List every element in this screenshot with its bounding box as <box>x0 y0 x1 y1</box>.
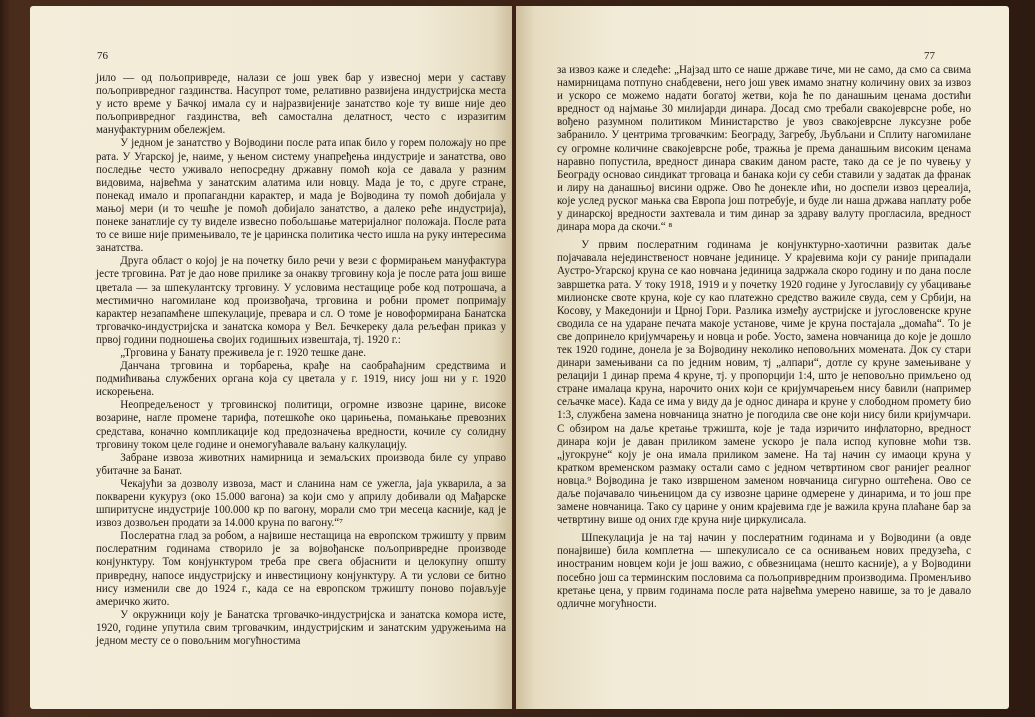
quote-paragraph: „Трговина у Банату преживела је г. 1920 тешке дане. <box>120 346 367 359</box>
paragraph: Шпекулација је на тај начин у послератним годинама и у Војводини (а овде понајвише) била комплетна — шпекулисало се са оснивањем нових предузећа, с иностраним новцем који је још важио, с обвезницама (нешто касније), а у Војводини посебно још са терминским пословима са пољопривредним производима. Променљиво кретање цена, у првим годинама после рата највећма умерено навише, за то је давало одличне могућности. <box>557 532 971 610</box>
paragraph: јило — од пољопривреде, налази се још увек бар у извесној мери у саставу пољопривредног газдинства. Насупрот томе, релативно развијена индустријска места у исто време у Бачкој имала су и најразвијеније занатство које ту више није део пољопривредног газдинства, већ самостална делатност, често с изразитим мануфактурним обележјем. <box>96 72 506 137</box>
quote-paragraph: Данчана трговина и торбарења, крађе на саобраћајним средствима и подмићивања службених органа која су цветала у г. 1919, нису још ни у г. 1920 искорењена. <box>96 360 506 399</box>
quote-paragraph: Неопредељеност у трговинској политици, огромне извозне царине, високе возарине, нагле промене тарифа, потешкоће око царињења, помањкање превозних средстава, коначно компликације код предозначења вредности, кочиле су солидну трговину током целе године и онемогућавале ваљану калкулацију. <box>96 399 506 451</box>
paragraph: за извоз каже и следеће: „Најзад што се наше државе тиче, ми не само, да смо са свима намирницама потпуно снабдевени, него још увек имамо знатну количину ових за извоз и ускоро се можемо надати богатој жетви, која ће по данашњим ценама достићи вредност од најмање 30 милијарди динара. Досад смо требали свакојеврсне робе, но вођено разумном политиком Министарство је увоз свакојеврсне луксузне робе забранило. У центрима трговачким: Београду, Загребу, Љубљани и Сплиту нагомилане су огромне количине свакојеврсне робе, тражња је према данашњим високим ценама наравно попустила, вредност динара сваким даном расте, тако да се је по чувењу у Београду основао синдикат трговаца и банака који су себи ставили у задатак да франак и лиру на данашњој висини одрже. Ово ће донекле ићи, но доспели извоз цереалија, које услед руског мањка сва Европа још потребује, и буде ли наша држава наплату робе у динарској вредности захтевала и тим динар за здраву валуту прогласила, вредност динара мора да скочи.“ ⁸ <box>557 64 971 234</box>
page-number-left: 76 <box>97 50 108 62</box>
right-page-text <box>557 64 971 611</box>
paragraph: У првим послератним годинама је конјунктурно-хаотични развитак даље појачавала нејединственост новчане јединице. У крајевима који су раније припадали Аустро-Угарској круна се као новчана јединица задржала скоро годину и по дана после завршетка рата. У току 1918, 1919 и у почетку 1920 године у Југославију су убацивање милионске своте круна, које су као платежно средство важиле свуда, сем у Србији, на Косову, у Македонији и Црној Гори. Разлика између аустријске и југословенске круне сводила се на ударане печата макоје установе, чиме је круна постајала „домаћа“. То је све допринело кријумчарењу и новца и робе. Уосто, замена новчаница до које је дошло тек 1920 године, донела је за Војводину неколико неповољних момената. Док су стари динари замењивани са по једним новим, тј „алпари“, дотле су круне замењиване у релацији 1 динар према 4 круне, тј. у пропорцији 1:4, што је неповољно примљено од стране ималаца круна, нарочито оних који се кријумчарењем нису бавили (например сељачке масе). Када се има у виду да је однос динара и круне у слободном промету био 1:3, службена замена новчаница знатно је погодила све оне који нису били кријумчари. С обзиром на даље кретање тржишта, које је тада изричито инфлаторно, вредност динара који је даван приликом замене ускоро је пала испод куповне моћи тзв. „југокруне“ коју је она имала приликом замене. На тај начин су имаоци круна у кратком временском размаку остали само с једном четвртином свог ранијег реалног новца.⁹ Војводина је тако извршеном заменом новчаница сигурно оштећена. Ово се даље појачавало чињеницом да су извозне царине одмерене у динарима, и то још пре замене новчаница. Тако су царине у оним крајевима где је важила круна плаћане бар за четвртину више од оних где круна није циркулисала. <box>557 239 971 527</box>
left-page-text <box>96 72 506 648</box>
paragraph: У окружници коју је Банатска трговачко-индустријска и занатска комора исте, 1920, године упутила свим трговачким, индустријским и занатским удружењима на једном месту се о повољним могућностима <box>96 608 506 648</box>
paragraph: Друга област о којој је на почетку било речи у вези с формирањем мануфактура јесте трговина. Рат је дао нове прилике за онакву трговину која је после рата још више цветала — за шпекулантску трговину. У условима нестащице робе код потрошача, а местимично нагомилане код произвођача, трговина и робни промет попримају карактер незапамћене шпекулације, превара и сл. О томе је новоформирана Банатска трговачко-индустријска и занатска комора у Вел. Бечкереку дала рељефан приказ у првој години подношења својих годишњих извештаја, тј. 1920 г.: <box>96 255 506 346</box>
right-page <box>516 6 1009 709</box>
paragraph: Послератна глад за робом, а највише нестащица на европском тржишту у првим послератним годинама створило је за војвођанске пољопривредне производе конјунктуру. Том конјунктуром треба пре свега објаснити и целокупну општу привредну, напосе индустријску и инвестициону конјунктуру. А ти услови се битно нису изменили све до 1924 г., када се на европском тржишту поново појављује америчко жито. <box>96 530 506 608</box>
paragraph: У једном је занатство у Војводини после рата ипак било у горем положају но пре рата. У Угарској је, наиме, у њеном систему унапређења индустрије и занатства, ово последње често уживало непосредну државну помоћ која се давала у разним видовима, највећма у занатским алатима или новцу. Мада је то, с друге стране, понекад имало и пропагандни карактер, и мада је Војводина ту помоћ добијала у мањој мери (и то чешће је помоћ добијало занатство, а далеко реће индустрија), понеке занатлије су ту виделе извесно побољшање материјалног положаја. После рата то се више није примењивало, те је царинска политика често ишла на руку интересима занатства. <box>96 137 506 255</box>
left-page <box>30 6 512 709</box>
quote-paragraph: Забране извоза животних намирница и земаљских производа биле су управо убитачне за Банат. <box>96 451 506 477</box>
quote-paragraph: Чекајући за дозволу извоза, маст и сланина нам се ужегла, јаја укварила, а за покварени кукуруз (око 15.000 вагона) за који смо у априлу добивали од Мађарске шпиритусне индустрије 100.000 кр по вагону, морали смо три месеца касније, кад је извоз дозвољен продати за 14.000 круна по вагону.“⁷ <box>96 477 506 530</box>
page-number-right: 77 <box>924 50 935 62</box>
